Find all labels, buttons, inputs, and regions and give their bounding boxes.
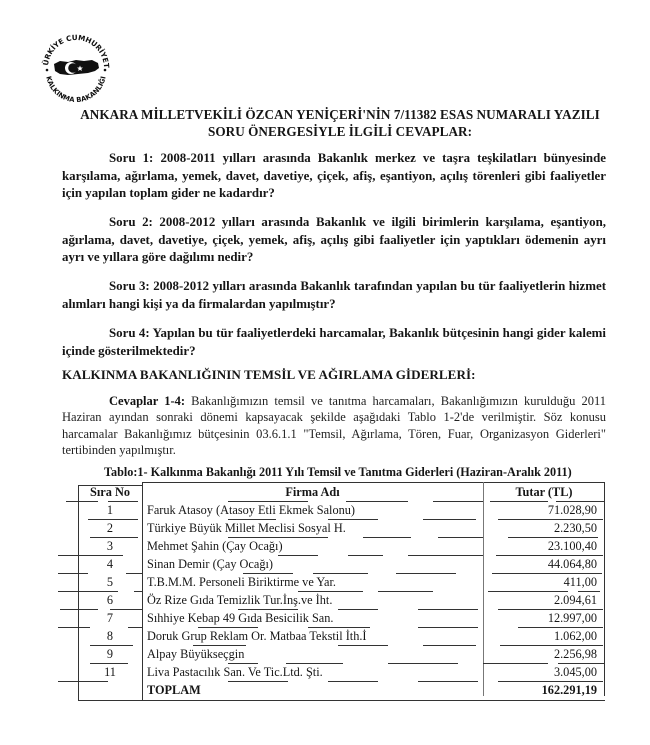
table-row-rule bbox=[508, 537, 598, 538]
table-row-rule bbox=[363, 537, 411, 538]
table-header-row bbox=[78, 484, 605, 501]
question-text: 2008-2011 yılları arasında Bakanlık merkez ve taşra teşkilatları bünyesinde karşılama, ağırlama, yemek, davet, davetiye, çiçek, afiş, eşantiyon, açılış törenleri gibi faaliyetler için yapılan toplam gider ne kadardır? bbox=[62, 151, 606, 200]
table-row-rule bbox=[338, 645, 388, 646]
total-amount: 162.291,19 bbox=[541, 683, 597, 697]
table-row-rule bbox=[423, 645, 476, 646]
table-row-rule bbox=[243, 573, 293, 574]
table-row-rule bbox=[556, 501, 604, 502]
row-amount: 2.230,50 bbox=[553, 521, 597, 535]
row-firm: Türkiye Büyük Millet Meclisi Sosyal H. bbox=[147, 521, 346, 535]
question-3 bbox=[62, 278, 606, 313]
table-row-rule bbox=[126, 573, 142, 574]
row-amount: 44.064,80 bbox=[547, 557, 597, 571]
question-4 bbox=[62, 325, 606, 360]
table-row-rule bbox=[348, 555, 383, 556]
table-row-rule bbox=[418, 681, 478, 682]
table-row-rule bbox=[328, 681, 378, 682]
row-number: 11 bbox=[104, 665, 116, 679]
answer-label: Cevaplar 1-4: bbox=[109, 394, 186, 408]
table-row-rule bbox=[438, 537, 483, 538]
table-row-rule bbox=[408, 555, 483, 556]
title-line-2: SORU ÖNERGESİYLE İLGİLİ CEVAPLAR: bbox=[207, 124, 473, 139]
question-label: Soru 2: bbox=[109, 215, 153, 229]
table-row bbox=[78, 628, 605, 645]
table-row-rule bbox=[433, 501, 483, 502]
row-firm: T.B.M.M. Personeli Biriktirme ve Yar. bbox=[147, 575, 337, 589]
row-number: 1 bbox=[106, 503, 114, 517]
table-row-rule bbox=[128, 627, 142, 628]
table-row-rule bbox=[58, 627, 90, 628]
answer-text: Bakanlığımızın temsil ve tanıtma harcamaları, Bakanlığımızın kurulduğu 2011 Haziran ayından sonraki dönemi kapsayacak şekilde aşağıdaki Tablo 1-2'de verilmiştir. Söz konusu harcamalar Bakanlığımız bütçesinin 03.6.1.1 "Temsil, Ağırlama, Tören, Fuar, Organizasyon Giderleri" tertibinden yapılmıştır. bbox=[62, 394, 607, 457]
table-row bbox=[78, 646, 605, 663]
table-row bbox=[78, 592, 605, 609]
question-text: 2008-2012 yılları arasında Bakanlık tarafından yapılan bu tür faaliyetlerin hizmet alımları hangi kişi ya da firmalardan yapılmıştır? bbox=[62, 279, 606, 311]
row-number: 6 bbox=[106, 593, 114, 607]
table-row-rule bbox=[193, 645, 246, 646]
question-text: 2008-2012 yılları arasında Bakanlık ve ilgili birimlerin karşılama, eşantiyon, ağırlama, davet, davetiye, çiçek, yemek, afiş, açılış gibi faaliyetler için yaptıkları ödemenin ayrı ayrı ve yıllara göre dağılımı nedir? bbox=[62, 215, 606, 264]
table-row-rule bbox=[388, 663, 458, 664]
table-bottom-border bbox=[78, 700, 605, 701]
table-row-rule bbox=[110, 609, 142, 610]
table-row-rule bbox=[228, 537, 328, 538]
table-top-border bbox=[142, 482, 605, 483]
question-text: Yapılan bu tür faaliyetlerdeki harcamalar, Bakanlık bütçesinin hangi gider kalemi içinde gösterilmektedir? bbox=[62, 326, 606, 358]
row-amount: 1.062,00 bbox=[553, 629, 597, 643]
row-firm: Mehmet Şahin (Çay Ocağı) bbox=[147, 539, 283, 553]
svg-text:KALKINMA BAKANLIĞI bbox=[44, 75, 107, 104]
table-row-rule bbox=[298, 591, 363, 592]
table-row-rule bbox=[418, 627, 478, 628]
table-row-rule bbox=[58, 591, 118, 592]
table-row-rule bbox=[490, 501, 548, 502]
table-row-rule bbox=[90, 663, 128, 664]
row-amount: 12.997,00 bbox=[547, 611, 597, 625]
table-row-rule bbox=[378, 591, 433, 592]
row-firm: Liva Pastacılık San. Ve Tic.Ltd. Şti. bbox=[147, 665, 323, 679]
table-row-rule bbox=[90, 537, 138, 538]
row-number: 7 bbox=[106, 611, 114, 625]
header-tutar: Tutar (TL) bbox=[515, 485, 573, 499]
row-amount: 2.256,98 bbox=[553, 647, 597, 661]
table-row-rule bbox=[500, 645, 603, 646]
table-row-rule bbox=[558, 663, 604, 664]
table-row-rule bbox=[313, 573, 368, 574]
ministry-logo bbox=[38, 30, 114, 106]
logo-bottom-text: KALKINMA BAKANLIĞI bbox=[44, 75, 108, 105]
table-row-rule bbox=[518, 627, 603, 628]
table-row bbox=[78, 538, 605, 555]
row-number: 8 bbox=[106, 629, 114, 643]
table-row-rule bbox=[346, 501, 408, 502]
row-number: 9 bbox=[106, 647, 114, 661]
table-row-rule bbox=[108, 501, 138, 502]
ministry-seal-icon bbox=[38, 30, 114, 106]
table-row-rule bbox=[483, 663, 548, 664]
answer-paragraph bbox=[62, 393, 606, 458]
row-amount: 2.094,61 bbox=[553, 593, 597, 607]
table-row bbox=[78, 520, 605, 537]
table-row-rule bbox=[228, 501, 308, 502]
table-row-rule bbox=[88, 519, 138, 520]
table-row-rule bbox=[58, 555, 123, 556]
question-label: Soru 4: bbox=[109, 326, 150, 340]
table-row bbox=[78, 574, 605, 591]
table-row-rule bbox=[228, 519, 276, 520]
table-row-rule bbox=[423, 519, 476, 520]
question-2 bbox=[62, 214, 606, 267]
row-number: 5 bbox=[106, 575, 114, 589]
table-row-rule bbox=[286, 663, 343, 664]
row-firm: Öz Rize Gıda Temizlik Tur.İnş.ve İht. bbox=[147, 593, 333, 607]
table-total-row bbox=[78, 682, 605, 699]
logo-top-text: ÜRKİYE CUMHURİYET bbox=[41, 32, 112, 69]
table-row-rule bbox=[488, 591, 568, 592]
table-row-rule bbox=[396, 573, 456, 574]
row-firm: Sinan Demir (Çay Ocağı) bbox=[147, 557, 274, 571]
table-row-rule bbox=[328, 519, 378, 520]
header-sira-no: Sıra No bbox=[90, 485, 130, 499]
table-row-rule bbox=[498, 681, 603, 682]
table-row bbox=[78, 664, 605, 681]
section-title: KALKINMA BAKANLIĞININ TEMSİL VE AĞIRLAMA GİDERLERİ: bbox=[62, 367, 476, 382]
table-row-rule bbox=[278, 555, 318, 556]
header-firma-adi: Firma Adı bbox=[285, 485, 340, 499]
row-firm: Alpay Büyükseçgin bbox=[147, 647, 245, 661]
table-row-rule bbox=[338, 609, 378, 610]
table-row-rule bbox=[578, 591, 600, 592]
table-row bbox=[78, 610, 605, 627]
table-row-rule bbox=[492, 573, 602, 574]
question-1 bbox=[62, 150, 606, 203]
table-row-rule bbox=[134, 591, 142, 592]
table-row-rule bbox=[198, 627, 258, 628]
row-amount: 23.100,40 bbox=[547, 539, 597, 553]
row-amount: 411,00 bbox=[563, 575, 597, 589]
table-row-rule bbox=[496, 555, 603, 556]
row-number: 4 bbox=[106, 557, 114, 571]
question-label: Soru 1: bbox=[109, 151, 154, 165]
table-row bbox=[78, 556, 605, 573]
table-row-rule bbox=[498, 609, 603, 610]
row-amount: 3.045,00 bbox=[553, 665, 597, 679]
table-row-rule bbox=[228, 663, 258, 664]
table-row bbox=[78, 502, 605, 519]
table-row-rule bbox=[58, 573, 88, 574]
table-row-rule bbox=[66, 501, 98, 502]
table-row-rule bbox=[228, 681, 288, 682]
table-row-rule bbox=[498, 519, 603, 520]
row-number: 3 bbox=[106, 539, 114, 553]
total-label: TOPLAM bbox=[147, 683, 201, 697]
table-row-rule bbox=[90, 645, 133, 646]
row-number: 2 bbox=[106, 521, 114, 535]
row-firm: Doruk Grup Reklam Or. Matbaa Tekstil İth.İ bbox=[147, 629, 367, 643]
table-caption: Tablo:1- Kalkınma Bakanlığı 2011 Yılı Temsil ve Tanıtma Giderleri (Haziran-Aralık 2011) bbox=[104, 465, 572, 479]
table-row-rule bbox=[58, 681, 108, 682]
row-firm: Sıhhiye Kebap 49 Gıda Besicilik San. bbox=[147, 611, 334, 625]
question-label: Soru 3: bbox=[109, 279, 150, 293]
row-amount: 71.028,90 bbox=[547, 503, 597, 517]
table-row-rule bbox=[60, 609, 98, 610]
table-row-rule bbox=[238, 609, 298, 610]
document-title bbox=[60, 106, 620, 140]
row-firm: Faruk Atasoy (Atasoy Etli Ekmek Salonu) bbox=[147, 503, 355, 517]
table-row-rule bbox=[308, 627, 370, 628]
table-row-rule bbox=[418, 609, 478, 610]
title-line-1: ANKARA MİLLETVEKİLİ ÖZCAN YENİÇERİ'NİN 7/11382 ESAS NUMARALI YAZILI bbox=[80, 107, 600, 122]
